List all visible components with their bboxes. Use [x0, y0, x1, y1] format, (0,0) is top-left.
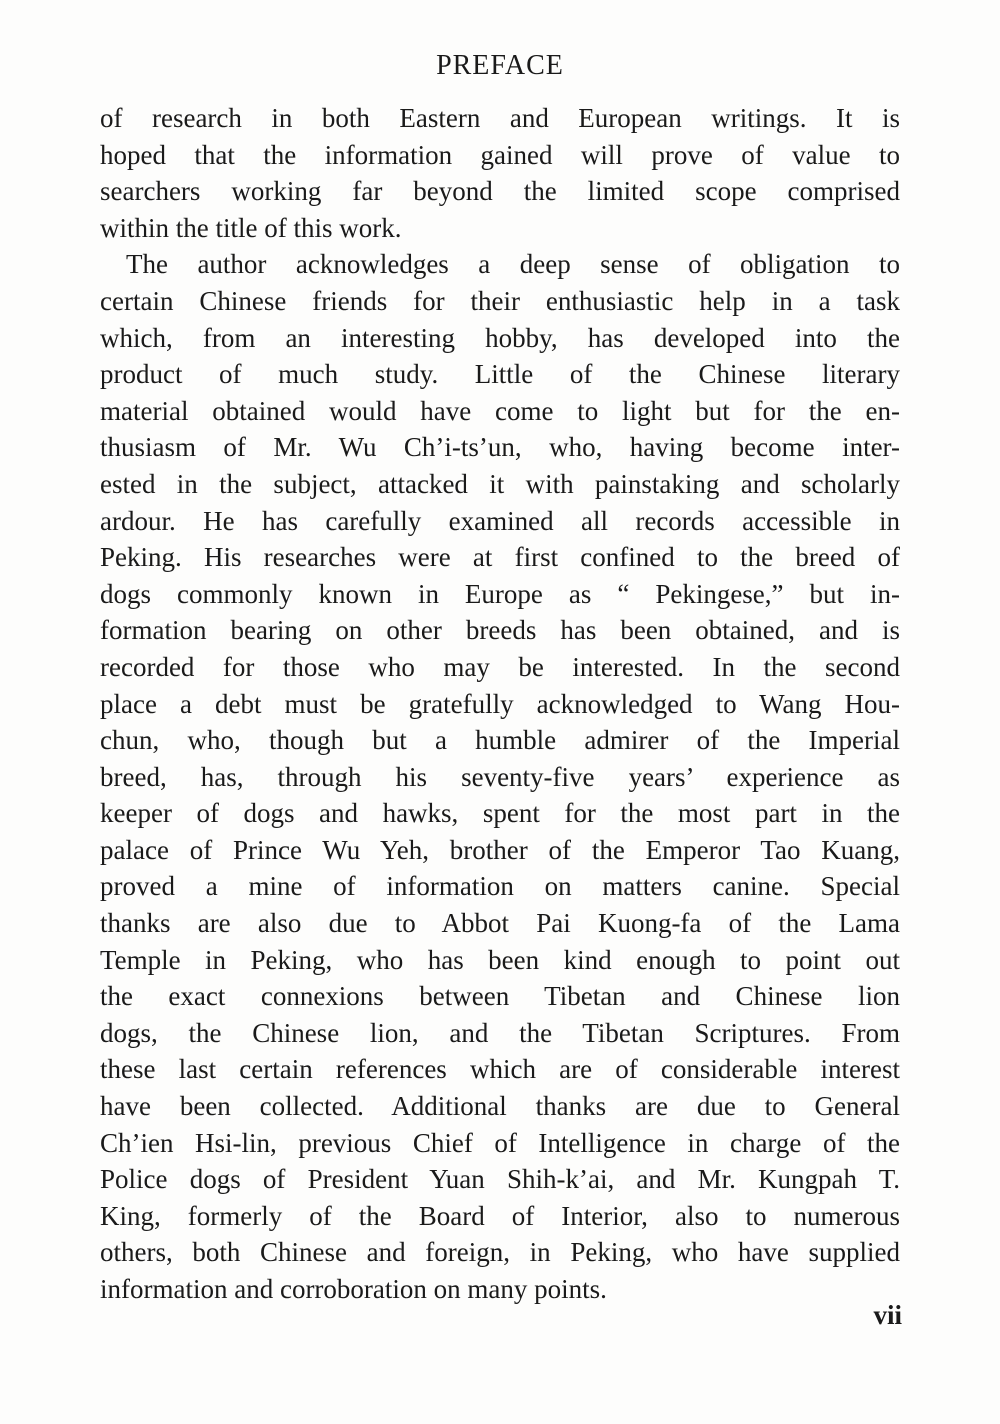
text-line: breed, has, through his seventy-five years’ experience as: [100, 761, 900, 792]
running-title: PREFACE: [436, 50, 564, 81]
text-line: information and corroboration on many points.: [100, 1274, 607, 1304]
text-line: palace of Prince Wu Yeh, brother of the Emperor Tao Kuang,: [100, 834, 900, 865]
text-line: recorded for those who may be interested. In the second: [100, 651, 900, 682]
text-line: keeper of dogs and hawks, spent for the most part in the: [100, 798, 900, 829]
page-number: vii: [873, 1300, 902, 1330]
text-line: thanks are also due to Abbot Pai Kuong-fa of the Lama: [100, 908, 900, 939]
text-line: chun, who, though but a humble admirer of the Imperial: [100, 725, 900, 756]
text-line: Police dogs of President Yuan Shih-k’ai, and Mr. Kungpah T.: [100, 1164, 900, 1195]
text-line: dogs commonly known in Europe as “ Pekingese,” but in-: [100, 578, 900, 609]
text-line: Ch’ien Hsi-lin, previous Chief of Intelligence in charge of the: [100, 1127, 900, 1158]
text-line: searchers working far beyond the limited scope comprised: [100, 176, 900, 207]
text-line: material obtained would have come to light but for the en-: [100, 395, 900, 426]
text-line: which, from an interesting hobby, has developed into the: [100, 322, 900, 353]
text-line: these last certain references which are of considerable interest: [100, 1054, 900, 1085]
text-line: thusiasm of Mr. Wu Ch’i-ts’un, who, having become inter-: [100, 432, 900, 463]
text-line: place a debt must be gratefully acknowledged to Wang Hou-: [100, 688, 900, 719]
text-line: hoped that the information gained will prove of value to: [100, 139, 900, 170]
body-text: [100, 100, 900, 1308]
text-line: King, formerly of the Board of Interior, also to numerous: [100, 1200, 900, 1231]
text-line: Temple in Peking, who has been kind enough to point out: [100, 944, 900, 975]
text-line: The author acknowledges a deep sense of obligation to: [126, 249, 900, 280]
text-line: proved a mine of information on matters canine. Special: [100, 871, 900, 902]
text-line: of research in both Eastern and European writings. It is: [100, 103, 900, 133]
text-line: within the title of this work.: [100, 212, 402, 243]
text-line: others, both Chinese and foreign, in Peking, who have supplied: [100, 1237, 900, 1268]
text-line: product of much study. Little of the Chinese literary: [100, 359, 900, 390]
text-line: dogs, the Chinese lion, and the Tibetan Scriptures. From: [100, 1017, 900, 1048]
text-line: Peking. His researches were at first confined to the breed of: [100, 542, 900, 573]
text-line: ested in the subject, attacked it with painstaking and scholarly: [100, 468, 900, 499]
text-line: the exact connexions between Tibetan and Chinese lion: [100, 981, 900, 1012]
text-line: ardour. He has carefully examined all records accessible in: [100, 505, 900, 536]
text-line: have been collected. Additional thanks are due to General: [100, 1091, 900, 1122]
text-line: certain Chinese friends for their enthusiastic help in a task: [100, 285, 900, 316]
text-line: formation bearing on other breeds has been obtained, and is: [100, 615, 900, 646]
